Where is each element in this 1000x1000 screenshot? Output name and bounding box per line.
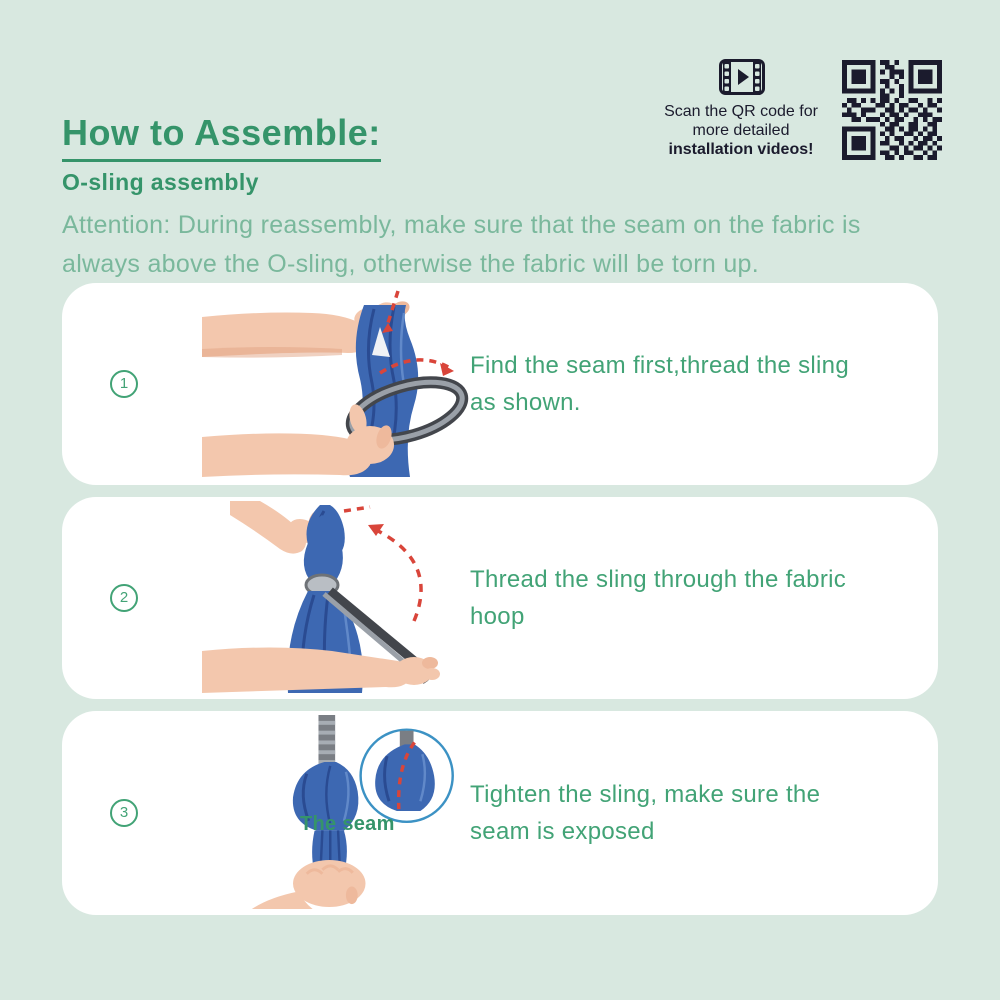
step-description-line: as shown. bbox=[470, 389, 581, 416]
step-description-line: hoop bbox=[470, 603, 525, 630]
step1-illustration bbox=[202, 287, 482, 481]
step-number-badge: 1 bbox=[110, 370, 138, 398]
step-description-line: seam is exposed bbox=[470, 818, 655, 845]
qr-code bbox=[842, 60, 942, 160]
attention-text bbox=[62, 206, 952, 284]
step-description-line: Find the seam first,thread the sling bbox=[470, 352, 849, 379]
seam-label: The seam bbox=[300, 813, 395, 835]
qr-code-svg bbox=[842, 60, 942, 160]
step-card-3 bbox=[62, 711, 938, 915]
qr-caption-line: more detailed bbox=[692, 122, 790, 139]
qr-caption-line: Scan the QR code for bbox=[664, 103, 818, 120]
step-description bbox=[470, 561, 846, 635]
qr-caption bbox=[643, 102, 839, 159]
step2-illustration bbox=[202, 501, 482, 695]
section-subtitle: O-sling assembly bbox=[62, 169, 259, 195]
step3-illustration bbox=[202, 715, 482, 909]
step-description bbox=[470, 347, 849, 421]
step-card-1 bbox=[62, 283, 938, 485]
page-title: How to Assemble: bbox=[62, 112, 381, 162]
step-description-line: Tighten the sling, make sure the bbox=[470, 781, 821, 808]
qr-caption-line: installation videos! bbox=[668, 141, 814, 158]
step-number-badge: 3 bbox=[110, 799, 138, 827]
attention-line: Attention: During reassembly, make sure that the seam on the fabric is bbox=[62, 211, 861, 239]
step-description-line: Thread the sling through the fabric bbox=[470, 566, 847, 593]
step-description bbox=[470, 776, 820, 850]
step-number-badge: 2 bbox=[110, 584, 138, 612]
attention-line: always above the O-sling, otherwise the fabric will be torn up. bbox=[62, 250, 760, 278]
step-card-2 bbox=[62, 497, 938, 699]
video-film-icon bbox=[719, 59, 765, 95]
